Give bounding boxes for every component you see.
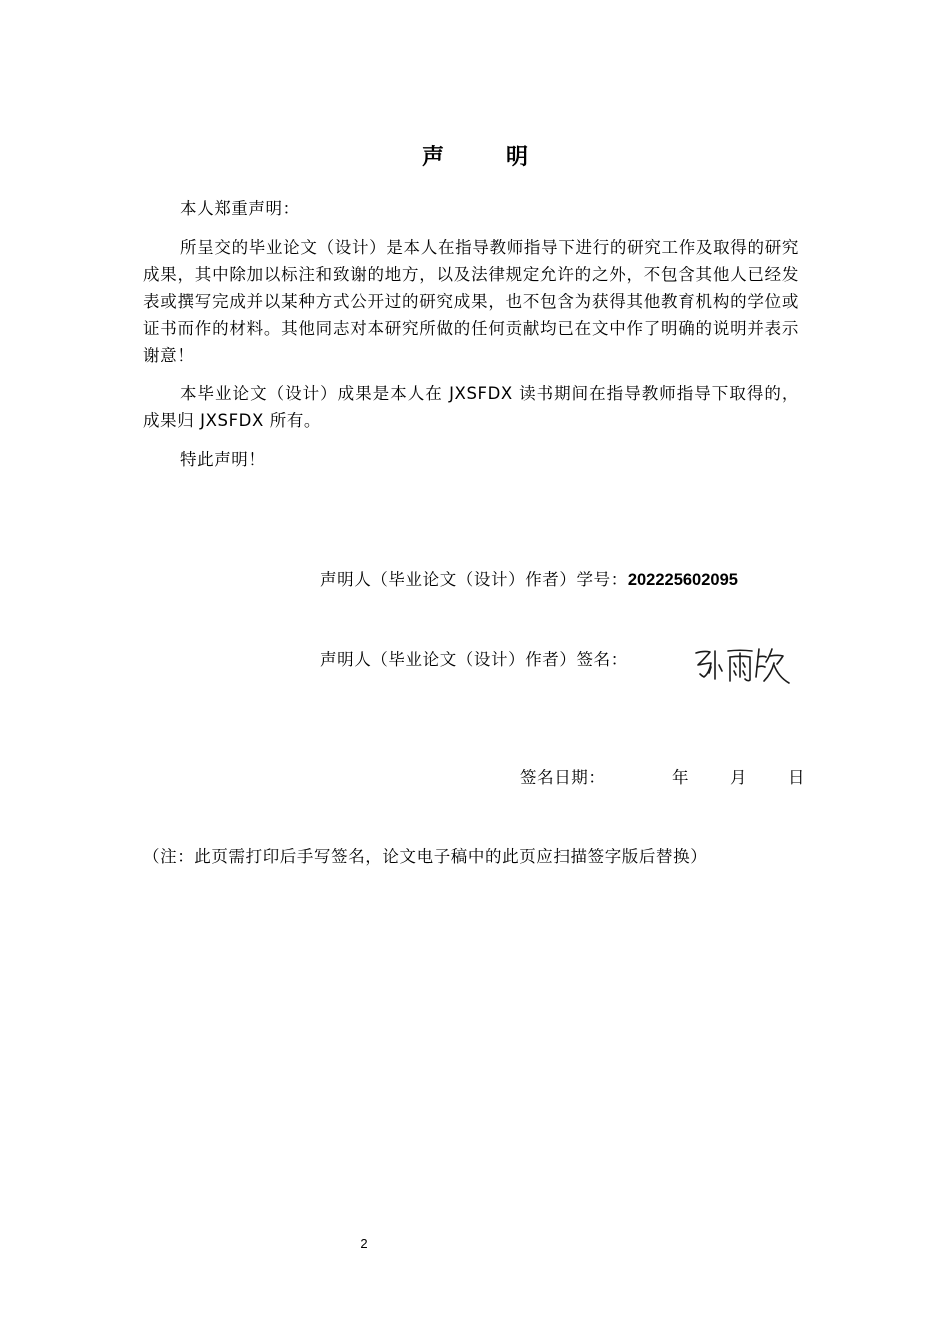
date-day: 日 xyxy=(788,768,806,787)
page-number: 2 xyxy=(360,1236,368,1251)
paragraph-opening: 本人郑重声明： xyxy=(180,199,300,218)
paragraph-declaration: 所呈交的毕业论文（设计）是本人在指导教师指导下进行的研究工作及取得的研究成果，其中除加以标注和致谢的地方，以及法律规定允许的之外，不包含其他人已经发表或撰写完成并以某种方式公开过的研究成果，也不包含为获得其他教育机构的学位或证书而作的材料。其他同志对本研究所做的任何贡献均已在文中作了明确的说明并表示谢意！ xyxy=(143,238,799,365)
date-label: 签名日期： xyxy=(520,768,606,787)
title-char-1: 声 xyxy=(421,145,444,170)
page-title xyxy=(0,140,950,171)
title-char-2: 明 xyxy=(506,145,529,170)
date-line xyxy=(520,764,606,788)
student-id-value: 202225602095 xyxy=(627,571,738,589)
student-id-label: 声明人（毕业论文（设计）作者）学号： xyxy=(320,570,628,589)
paragraph-closing: 特此声明！ xyxy=(180,450,266,469)
footnote: （注：此页需打印后手写签名，论文电子稿中的此页应扫描签字版后替换） xyxy=(143,847,708,866)
handwritten-signature xyxy=(692,643,792,687)
signature-label: 声明人（毕业论文（设计）作者）签名： xyxy=(320,650,628,669)
signature-line xyxy=(320,646,628,670)
date-year: 年 xyxy=(672,768,690,787)
paragraph-ownership: 本毕业论文（设计）成果是本人在 JXSFDX 读书期间在指导教师指导下取得的，成果归 JXSFDX 所有。 xyxy=(143,384,799,430)
student-id-line xyxy=(320,566,738,590)
date-month: 月 xyxy=(730,768,748,787)
